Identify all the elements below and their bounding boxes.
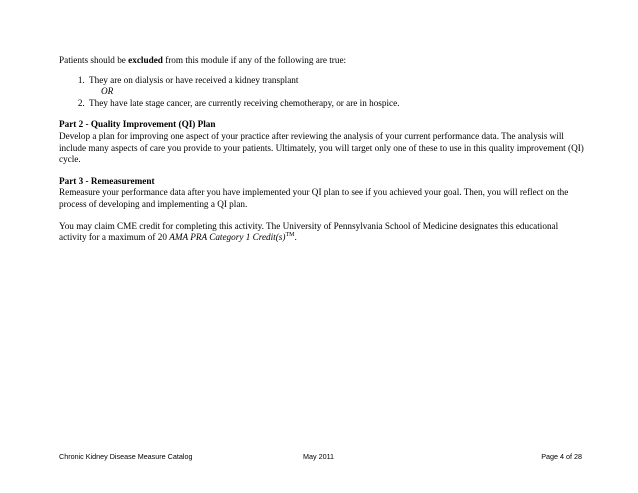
footer-date: May 2011 (303, 452, 335, 461)
part2-section (59, 119, 584, 165)
page-content (59, 55, 584, 244)
part3-section (59, 176, 584, 211)
part2-heading: Part 2 - Quality Improvement (QI) Plan (59, 119, 216, 130)
exclusion-intro-text-end: from this module if any of the following are true: (162, 55, 347, 65)
exclusion-emphasis: excluded (128, 55, 163, 65)
cme-credit-type: AMA PRA Category 1 Credit(s) (169, 232, 286, 243)
part3-body: Remeasure your performance data after you have implemented your QI plan to see if you achieved your goal. Then, you will reflect on the process of developing and implementing a QI plan. (59, 187, 569, 209)
exclusion-list (59, 75, 584, 87)
footer-title: Chronic Kidney Disease Measure Catalog (59, 452, 193, 461)
exclusion-intro-text: Patients should be (59, 55, 129, 65)
trademark-mark: TM (285, 232, 295, 239)
or-connector: OR (101, 86, 114, 97)
exclusion-item: 1. They are on dialysis or have received a kidney transplant (87, 75, 584, 87)
exclusion-intro (59, 55, 584, 67)
footer-page-number: Page 4 of 28 (541, 452, 582, 461)
cme-statement (59, 221, 584, 244)
exclusion-list-continued (59, 98, 584, 110)
cme-text: You may claim CME credit for completing this activity. The University of Pennsylvania School of Medicine designates this educational activity for a maximum of 20 (59, 220, 559, 243)
part3-heading: Part 3 - Remeasurement (59, 175, 155, 186)
exclusion-item: 2. They have late stage cancer, are currently receiving chemotherapy, or are in hospice. (87, 98, 584, 110)
cme-end: . (294, 232, 297, 243)
part2-body: Develop a plan for improving one aspect of your practice after reviewing the analysis of your current performance data. The analysis will include many aspects of care you provide to your patients. Ultimately, you will target only one of these to use in this quality improvement (QI) cycle. (59, 130, 584, 165)
